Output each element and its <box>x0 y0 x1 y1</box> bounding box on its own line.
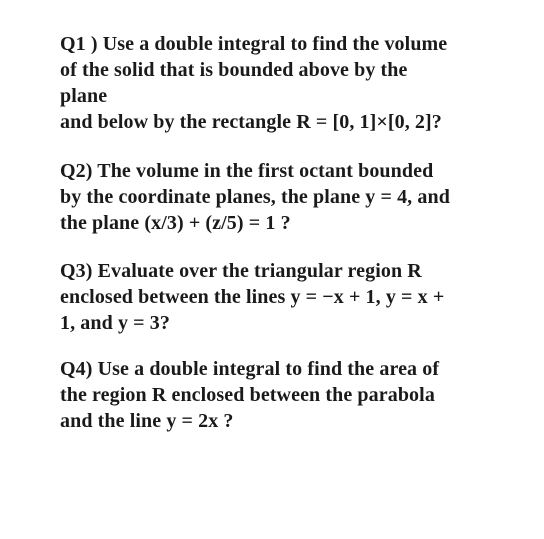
question-4 <box>60 356 530 434</box>
question-3-line-3: 1, and y = 3? <box>60 312 170 334</box>
question-1-line-3: plane <box>60 85 108 107</box>
question-2-line-1: Q2) The volume in the first octant bounded <box>60 160 434 182</box>
question-2 <box>60 158 530 236</box>
question-3-line-2: enclosed between the lines y = −x + 1, y = x + <box>60 286 445 308</box>
question-4-line-2: the region R enclosed between the parabola <box>60 384 435 406</box>
question-2-line-3: the plane (x/3) + (z/5) = 1 ? <box>60 212 291 234</box>
question-4-line-1: Q4) Use a double integral to find the area of <box>60 358 440 380</box>
question-4-line-3: and the line y = 2x ? <box>60 410 234 432</box>
question-1-line-2: of the solid that is bounded above by the <box>60 59 408 81</box>
question-3 <box>60 258 530 336</box>
question-1-line-1: Q1 ) Use a double integral to find the volume <box>60 33 448 55</box>
question-1 <box>60 31 530 135</box>
question-3-line-1: Q3) Evaluate over the triangular region R <box>60 260 422 282</box>
question-1-line-4: and below by the rectangle R = [0, 1]×[0, 2]? <box>60 111 442 133</box>
question-2-line-2: by the coordinate planes, the plane y = 4, and <box>60 186 450 208</box>
